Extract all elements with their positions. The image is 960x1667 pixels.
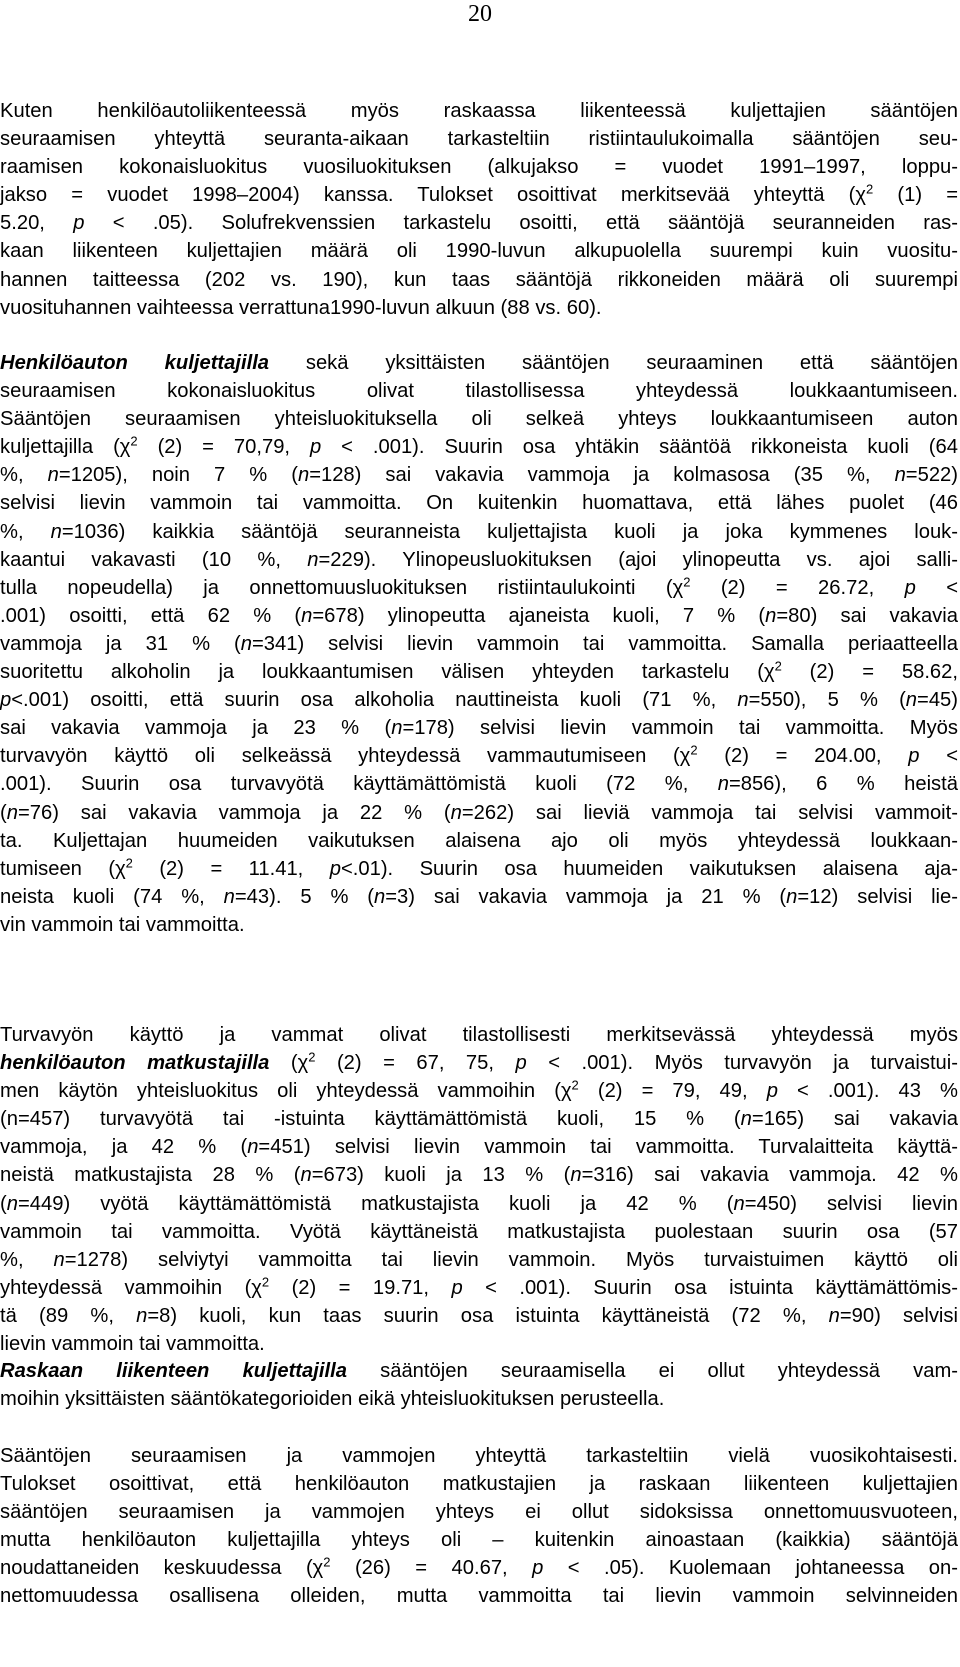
text-segment: =76) sai vakavia vammoja ja 22 % ( [17, 801, 451, 824]
text-segment: =673) kuoli ja 13 % ( [311, 1164, 571, 1187]
text-segment: =450) selvisi lievin [744, 1192, 958, 1215]
superscript: 2 [261, 1274, 270, 1290]
text-segment: Tulokset osoittivat, että henkilöauton matkustajien ja raskaan liikenteen kuljettajien [0, 1473, 958, 1496]
text-segment: =45) [917, 689, 958, 712]
text-segment: < .001). Suurin osa istuinta käyttämättömis- [462, 1276, 958, 1299]
text-line [0, 153, 960, 181]
text-segment: =8) kuoli, kun taas suurin osa istuinta käyttäneistä (72 %, [147, 1304, 829, 1327]
text-segment: =451) selvisi lievin vammoin tai vammoitta. Turvalaitteita käyttä- [258, 1136, 959, 1159]
text-segment: turvavyön käyttö oli selkeässä yhteydessä vammautumiseen (χ [0, 745, 691, 768]
text-segment: vuosituhannen vaihteessa verrattuna1990-luvun alkuun (88 vs. 60). [0, 296, 602, 319]
text-segment: n [450, 801, 462, 824]
text-segment: n [828, 1304, 840, 1327]
text-segment: =316) sai vakavia vammoja. 42 % [581, 1164, 958, 1187]
text-line [0, 266, 960, 294]
text-line [0, 518, 960, 546]
text-segment: n [570, 1164, 582, 1187]
text-segment: =12) selvisi lie- [797, 885, 958, 908]
text-segment: Henkilöauton kuljettajilla [0, 352, 270, 374]
text-segment: kuljettajilla (χ [0, 436, 131, 459]
text-line [0, 294, 960, 322]
text-line [0, 1190, 960, 1218]
text-segment: (2) = 79, 49, [578, 1080, 767, 1103]
page-number: 20 [468, 1, 492, 27]
text-line [0, 405, 960, 433]
text-segment: n [53, 1248, 65, 1271]
text-segment: (2) = 67, 75, [315, 1052, 516, 1075]
superscript: 2 [690, 742, 698, 758]
text-segment: n [50, 520, 62, 543]
text-segment: p [73, 212, 85, 235]
text-segment: =1036) kaikkia sääntöjä seuranneista kuljettajista kuoli ja joka kymmenes louk- [61, 520, 958, 543]
text-segment: n [894, 464, 906, 487]
text-segment: n [765, 604, 777, 627]
text-segment: .001). Suurin osa turvavyötä käyttämättömistä kuoli (72 %, [0, 773, 718, 796]
text-line [0, 349, 960, 377]
text-line [0, 1330, 960, 1358]
text-segment: sääntöjen seuraamisen ja vammojen yhteys ei ollut sidoksissa onnettomuusvuoteen, [0, 1501, 958, 1524]
text-segment: sekä yksittäisten sääntöjen seuraaminen että sääntöjen [269, 352, 958, 374]
text-segment: suoritettu alkoholin ja loukkaantumisen välisen yhteyden tarkastelu (χ [0, 661, 775, 684]
text-segment: p [309, 436, 322, 459]
paragraph-2 [0, 349, 960, 939]
paragraph-5 [0, 1442, 960, 1611]
superscript: 2 [308, 1049, 316, 1065]
text-line [0, 686, 960, 714]
text-line [0, 1049, 960, 1077]
text-line [0, 714, 960, 742]
text-segment: n [136, 1304, 148, 1327]
text-segment: =43). 5 % ( [234, 885, 375, 908]
text-segment: n [247, 1136, 259, 1159]
text-line [0, 125, 960, 153]
text-line [0, 1385, 960, 1413]
text-segment: p [451, 1276, 463, 1299]
text-segment: (2) = 19.71, [269, 1276, 452, 1299]
text-segment: nettomuudessa osallisena olleiden, mutta vammoitta tai lievin vammoin selvinneiden [0, 1585, 958, 1608]
text-segment: 5.20, [0, 212, 74, 235]
text-segment: vammoja, ja 42 % ( [0, 1136, 248, 1159]
text-segment: < .05). Kuolemaan johtaneessa on- [543, 1557, 958, 1580]
text-segment: noudattaneiden keskuudessa (χ [0, 1557, 324, 1580]
text-segment: =1278) selviytyi vammoitta tai lievin vammoin. Myös turvaistuimen käyttö oli [64, 1248, 959, 1271]
text-segment: =341) selvisi lievin vammoin tai vammoitta. Samalla periaatteella [251, 632, 959, 655]
text-segment: %, [0, 520, 51, 543]
superscript: 2 [125, 854, 133, 870]
text-line [0, 1357, 960, 1385]
text-segment: p [766, 1080, 778, 1103]
text-line [0, 1302, 960, 1330]
text-segment: mutta henkilöauton kuljettajilla yhteys oli – kuitenkin ainoastaan (kaikkia) sääntöjä [0, 1529, 958, 1552]
text-line [0, 546, 960, 574]
text-segment: .001) osoitti, että 62 % ( [0, 604, 302, 627]
text-line [0, 433, 960, 461]
text-segment: < [915, 576, 958, 599]
text-line [0, 1077, 960, 1105]
text-segment: (n=457) turvavyötä tai -istuinta käyttämättömistä kuoli, 15 % ( [0, 1108, 741, 1131]
text-line [0, 1274, 960, 1302]
text-line [0, 1161, 960, 1189]
text-segment: =856), 6 % heistä [728, 773, 958, 796]
text-segment: (2) = 70,79, [137, 436, 310, 459]
text-segment: sääntöjen seuraamisella ei ollut yhteydessä vam- [346, 1360, 958, 1382]
text-line [0, 911, 960, 939]
text-segment: vammoin tai vammoitta. Vyötä käyttäneistä matkustajista puolestaan suurin osa (57 [0, 1220, 958, 1243]
text-segment: neistä matkustajista 28 % ( [0, 1164, 301, 1187]
text-segment: hannen taitteessa (202 vs. 190), kun taas sääntöjä rikkoneiden määrä oli suurempi [0, 268, 958, 291]
text-segment: henkilöauton matkustajilla [0, 1052, 270, 1075]
text-segment: ( [0, 1192, 7, 1215]
text-line [0, 1442, 960, 1470]
text-line [0, 855, 960, 883]
text-segment: n [307, 548, 319, 571]
text-line [0, 799, 960, 827]
text-segment: Sääntöjen seuraamisen yhteisluokituksella oli selkeä yhteys loukkaantumiseen auton [0, 408, 958, 431]
text-line [0, 1554, 960, 1582]
text-segment: =3) sai vakavia vammoja ja 21 % ( [385, 885, 787, 908]
text-segment: ( [0, 801, 7, 824]
text-segment: n [737, 689, 749, 712]
text-segment: ta. Kuljettajan huumeiden vaikutuksen alaisena ajo oli myös yhteydessä loukkaan- [0, 829, 958, 852]
paragraph-4 [0, 1357, 960, 1413]
text-line [0, 742, 960, 770]
text-segment: seuraamisen kokonaisluokitus olivat tilastollisessa yhteydessä loukkaantumiseen. [0, 380, 958, 403]
text-segment: =449) vyötä käyttämättömistä matkustajista kuoli ja 42 % ( [17, 1192, 734, 1215]
text-line [0, 827, 960, 855]
text-segment: =165) sai vakavia [751, 1108, 958, 1131]
text-line [0, 630, 960, 658]
text-segment: p [908, 745, 920, 768]
text-segment: =229). Ylinopeusluokituksen (ajoi ylinopeutta vs. ajoi salli- [318, 548, 958, 571]
text-line [0, 1582, 960, 1610]
text-segment: Raskaan liikenteen kuljettajilla [0, 1360, 347, 1382]
text-segment: n [240, 632, 252, 655]
text-segment: moihin yksittäisten sääntökategorioiden eikä yhteisluokituksen perusteella. [0, 1388, 665, 1411]
text-segment: (2) = 204.00, [697, 745, 909, 768]
text-line [0, 602, 960, 630]
text-segment: (2) = 26.72, [690, 576, 905, 599]
text-line [0, 461, 960, 489]
text-line [0, 97, 960, 125]
superscript: 2 [865, 181, 874, 197]
text-line [0, 1526, 960, 1554]
text-segment: n [905, 689, 918, 712]
text-line [0, 1246, 960, 1274]
text-line [0, 770, 960, 798]
text-segment: Sääntöjen seuraamisen ja vammojen yhteyttä tarkasteltiin vielä vuosikohtaisesti. [0, 1445, 958, 1467]
text-line [0, 1498, 960, 1526]
text-segment: n [223, 885, 235, 908]
text-line [0, 574, 960, 602]
text-segment: <.001) osoitti, että suurin osa alkoholia nauttineista kuoli (71 %, [11, 689, 738, 712]
text-segment: n [6, 1192, 18, 1215]
text-segment: n [374, 885, 386, 908]
text-segment: tä (89 %, [0, 1304, 137, 1327]
text-segment: n [740, 1108, 752, 1131]
superscript: 2 [130, 433, 138, 449]
text-segment: %, [0, 464, 48, 487]
text-segment: =128) sai vakavia vammoja ja kolmasosa (35 %, [309, 464, 895, 487]
text-segment: < .001). 43 % [777, 1080, 958, 1103]
text-line [0, 209, 960, 237]
text-segment: vin vammoin tai vammoitta. [0, 913, 245, 936]
text-segment: (2) = 11.41, [132, 857, 330, 880]
text-segment: seuraamisen yhteyttä seuranta-aikaan tarkasteltiin ristiintaulukoimalla sääntöjen seu- [0, 128, 958, 151]
paragraph-1 [0, 97, 960, 322]
text-segment: jakso = vuodet 1998–2004) kanssa. Tulokset osoittivat merkitsevää yhteyttä (χ [0, 184, 866, 207]
text-segment: %, [0, 1248, 54, 1271]
text-segment: Turvavyön käyttö ja vammat olivat tilastollisesti merkitsevässä yhteydessä myös [0, 1024, 958, 1046]
superscript: 2 [683, 574, 691, 590]
text-line [0, 489, 960, 517]
text-segment: neista kuoli (74 %, [0, 885, 224, 908]
text-line [0, 237, 960, 265]
text-segment: vammoja ja 31 % ( [0, 632, 241, 655]
text-segment: kaan liikenteen kuljettajien määrä oli 1990-luvun alkupuolella suurempi kuin vuositu- [0, 240, 958, 263]
text-line [0, 1218, 960, 1246]
text-segment: n [717, 773, 729, 796]
text-segment: p [904, 576, 916, 599]
text-segment: p [329, 857, 341, 880]
text-segment: Kuten henkilöautoliikenteessä myös raskaassa liikenteessä kuljettajien sääntöjen [0, 100, 958, 122]
superscript: 2 [571, 1077, 579, 1093]
text-segment: =678) ylinopeutta ajaneista kuoli, 7 % ( [312, 604, 766, 627]
text-line [0, 1133, 960, 1161]
text-line [0, 1021, 960, 1049]
text-segment: (26) = 40.67, [330, 1557, 533, 1580]
text-line [0, 658, 960, 686]
text-segment: p [515, 1052, 527, 1075]
text-segment: lievin vammoin tai vammoitta. [0, 1333, 265, 1356]
text-segment: tumiseen (χ [0, 857, 126, 880]
text-segment: n [786, 885, 798, 908]
text-segment: n [733, 1192, 745, 1215]
text-segment: men käytön yhteisluokitus oli yhteydessä vammoihin (χ [0, 1080, 572, 1103]
text-segment: =522) [905, 464, 958, 487]
text-segment: < [919, 745, 958, 768]
text-segment: (2) = 58.62, [781, 661, 958, 684]
text-segment: sai vakavia vammoja ja 23 % ( [0, 717, 392, 740]
text-segment: p [532, 1557, 544, 1580]
text-line [0, 377, 960, 405]
text-segment: =178) selvisi lievin vammoin tai vammoitta. Myös [402, 717, 959, 740]
paragraph-3 [0, 1021, 960, 1358]
text-segment: n [301, 604, 313, 627]
text-segment: =80) sai vakavia [776, 604, 958, 627]
text-segment: selvisi lievin vammoin tai vammoitta. On kuitenkin huomattava, että lähes puolet (46 [0, 492, 958, 515]
text-segment: kaantui vakavasti (10 %, [0, 548, 308, 571]
text-line [0, 1470, 960, 1498]
text-segment: =262) sai lieviä vammoja tai selvisi vammoit- [461, 801, 958, 824]
text-segment: =550), 5 % ( [748, 689, 906, 712]
text-segment: tulla nopeudella) ja onnettomuusluokituksen ristiintaulukointi (χ [0, 576, 684, 599]
text-segment: (χ [269, 1052, 309, 1075]
text-segment: n [6, 801, 18, 824]
text-line [0, 181, 960, 209]
text-line [0, 1105, 960, 1133]
text-segment: <.01). Suurin osa huumeiden vaikutuksen alaisena aja- [340, 857, 959, 880]
text-segment: < .001). Suurin osa yhtäkin sääntöä rikkoneista kuoli (64 [321, 436, 958, 459]
text-segment: n [300, 1164, 312, 1187]
superscript: 2 [774, 658, 782, 674]
text-segment: n [297, 464, 310, 487]
text-segment: < .05). Solufrekvenssien tarkastelu osoitti, että sääntöjä seuranneiden ras- [84, 212, 958, 235]
text-segment: < .001). Myös turvavyön ja turvaistui- [526, 1052, 958, 1075]
text-line [0, 883, 960, 911]
text-segment: raamisen kokonaisluokitus vuosiluokituksen (alkujakso = vuodet 1991–1997, loppu- [0, 156, 958, 179]
text-segment: =1205), noin 7 % ( [58, 464, 298, 487]
text-segment: =90) selvisi [839, 1304, 958, 1327]
text-segment: n [47, 464, 59, 487]
superscript: 2 [323, 1554, 331, 1570]
text-segment: p [0, 689, 12, 712]
text-segment: yhteydessä vammoihin (χ [0, 1276, 262, 1299]
text-segment: n [391, 717, 403, 740]
text-segment: (1) = [873, 184, 958, 207]
